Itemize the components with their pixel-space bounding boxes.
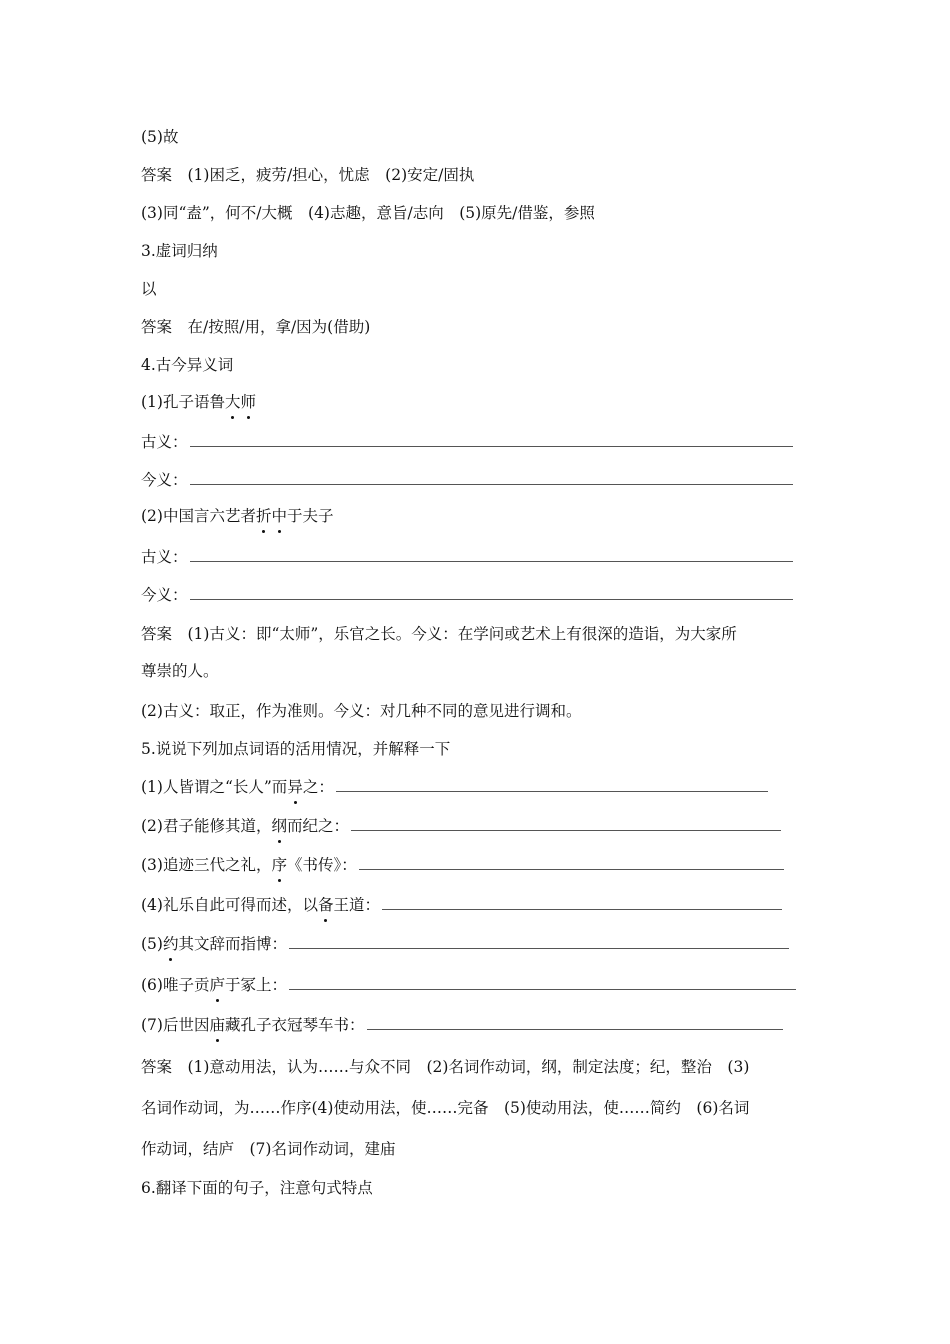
answer-blank[interactable] <box>289 932 789 949</box>
dotted-char: 师 <box>240 390 256 414</box>
answer-blank[interactable] <box>190 545 793 562</box>
answer-line: (3)同“盍”，何不/大概 (4)志趣，意旨/志向 (5)原先/借鉴，参照 <box>141 204 595 222</box>
dotted-char: 庐 <box>209 973 225 997</box>
dotted-char: 异 <box>287 775 303 799</box>
question-line: (3)追迹三代之礼， 序 《书传》： <box>141 853 784 877</box>
dotted-char: 中 <box>271 504 287 528</box>
dotted-char: 备 <box>318 893 334 917</box>
text-line: 以 <box>141 280 157 298</box>
question-line: (1)孔子语鲁 大 师 <box>141 390 256 414</box>
answer-line: 名词作动词，为……作序(4)使动用法，使……完备 (5)使动用法，使……简约 (6)名词 <box>141 1099 750 1117</box>
answer-blank[interactable] <box>359 853 784 870</box>
question-line: (7)后世因 庙 藏孔子衣冠琴车书： <box>141 1013 783 1037</box>
dotted-char: 约 <box>163 932 179 956</box>
answer-line: 答案 (1)困乏，疲劳/担心，忧虑 (2)安定/固执 <box>141 166 475 184</box>
answer-blank[interactable] <box>382 893 782 910</box>
answer-line: 作动词，结庐 (7)名词作动词，建庙 <box>141 1140 396 1158</box>
answer-line: 答案 (1)意动用法，认为……与众不同 (2)名词作动词，纲，制定法度；纪，整治 (3) <box>141 1058 750 1076</box>
blank-line: 古义： <box>141 430 793 454</box>
question-line: (2)中国言六艺者 折 中 于夫子 <box>141 504 334 528</box>
blank-line: 古义： <box>141 545 793 569</box>
answer-blank[interactable] <box>351 814 781 831</box>
section-heading: 4.古今异义词 <box>141 356 234 374</box>
question-line: (1)人皆谓之“长人”而 异 之： <box>141 775 768 799</box>
dotted-char: 纲 <box>271 814 287 838</box>
dotted-char: 序 <box>271 853 287 877</box>
dotted-char: 折 <box>256 504 272 528</box>
question-line: (4)礼乐自此可得而述，以 备 王道： <box>141 893 782 917</box>
section-heading: 5.说说下列加点词语的活用情况，并解释一下 <box>141 740 451 758</box>
answer-line: 答案 在/按照/用，拿/因为(借助) <box>141 318 371 336</box>
answer-line: 尊崇的人。 <box>141 662 219 680</box>
answer-blank[interactable] <box>367 1013 783 1030</box>
section-heading: 3.虚词归纳 <box>141 242 218 260</box>
answer-blank[interactable] <box>190 468 793 485</box>
answer-blank[interactable] <box>190 430 793 447</box>
answer-line: 答案 (1)古义：即“太师”，乐官之长。今义：在学问或艺术上有很深的造诣，为大家所 <box>141 625 737 643</box>
dotted-char: 庙 <box>209 1013 225 1037</box>
dotted-char: 大 <box>225 390 241 414</box>
section-heading: 6.翻译下面的句子，注意句式特点 <box>141 1179 373 1197</box>
blank-line: 今义： <box>141 583 793 607</box>
answer-line: (2)古义：取正，作为准则。今义：对几种不同的意见进行调和。 <box>141 702 582 720</box>
answer-blank[interactable] <box>190 583 793 600</box>
question-line: (6)唯子贡 庐 于冢上： <box>141 973 796 997</box>
question-line: (5) 约 其文辞而指博： <box>141 932 789 956</box>
question-line: (2)君子能修其道， 纲 而纪之： <box>141 814 781 838</box>
answer-blank[interactable] <box>289 973 796 990</box>
blank-line: 今义： <box>141 468 793 492</box>
answer-blank[interactable] <box>336 775 768 792</box>
text-line: (5)故 <box>141 128 179 146</box>
